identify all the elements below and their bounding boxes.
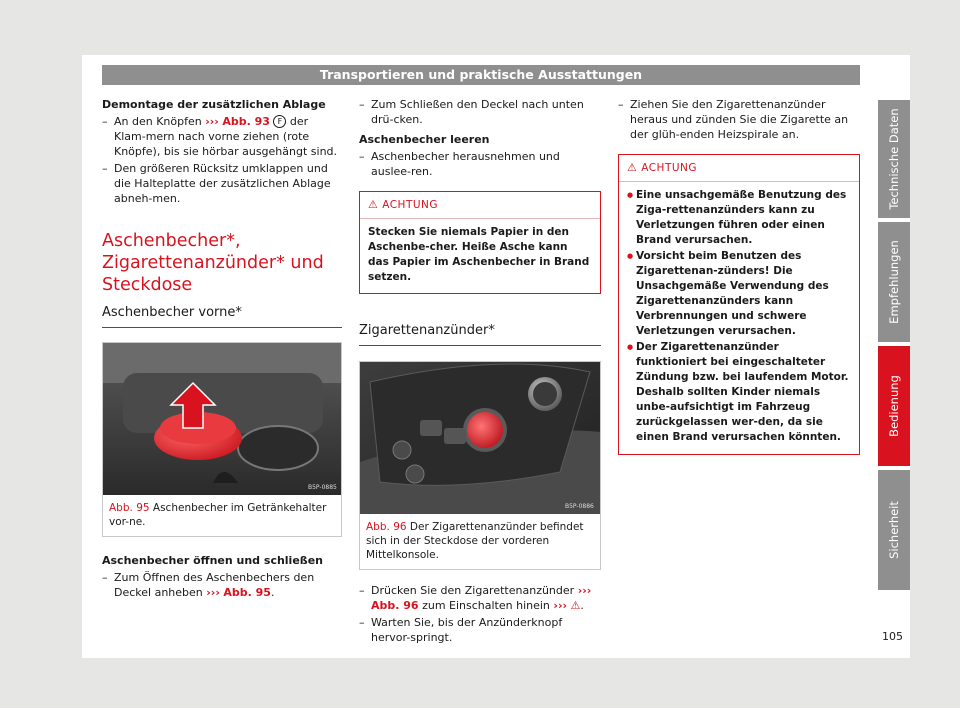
tab-technische-daten[interactable]: Technische Daten bbox=[878, 100, 910, 218]
column-left bbox=[102, 97, 342, 602]
lighter-photo bbox=[360, 362, 600, 514]
figure-label: Abb. 95 bbox=[109, 502, 150, 514]
list-item: – Zum Öffnen des Aschenbechers den Deckel anheben ››› Abb. 95. bbox=[102, 570, 342, 600]
warning-bullet: ● Vorsicht beim Benutzen des Zigarettenan-zünders! Die Unsachgemäße Verwendung des Zigarettenanzünders kann Verbrennungen und schwere Verletzungen verursachen. bbox=[627, 249, 851, 339]
warning-box bbox=[359, 191, 601, 294]
figure-caption: Abb. 95 Aschenbecher im Getränkehalter vor-ne. bbox=[109, 502, 327, 528]
marker-f: F bbox=[273, 115, 286, 128]
section-title: Aschenbecher*, Zigarettenanzünder* und Steckdose bbox=[102, 231, 324, 295]
list-item: – Ziehen Sie den Zigarettenanzünder heraus und zünden Sie die Zigarette an der glüh-enden Heizspirale an. bbox=[618, 97, 860, 142]
sub-title-aschenbecher: Aschenbecher vorne* bbox=[102, 304, 342, 328]
figure-label: Abb. 96 bbox=[366, 521, 407, 533]
list-item: – Warten Sie, bis der Anzünderknopf hervor-springt. bbox=[359, 615, 601, 645]
chapter-header: Transportieren und praktische Ausstattungen bbox=[102, 65, 860, 85]
figure-caption: Abb. 96 Der Zigarettenanzünder befindet sich in der Steckdose der vorderen Mittelkonsole. bbox=[366, 521, 584, 561]
list-item: – Den größeren Rücksitz umklappen und die Halteplatte der zusätzlichen Ablage abneh-men. bbox=[102, 161, 342, 206]
xref-abb-96[interactable]: Abb. 96 bbox=[371, 599, 419, 612]
tab-bedienung[interactable]: Bedienung bbox=[878, 346, 910, 466]
warning-bullet: ● Eine unsachgemäße Benutzung des Ziga-rettenanzünders kann zu Verletzungen führen oder einen Brand verursachen. bbox=[627, 188, 851, 248]
warning-header: ⚠ ACHTUNG bbox=[360, 192, 600, 219]
column-right bbox=[618, 97, 860, 455]
warning-icon: ⚠ bbox=[368, 198, 379, 211]
warning-icon[interactable]: ⚠ bbox=[570, 599, 581, 612]
warning-text bbox=[619, 182, 859, 454]
list-item: – Drücken Sie den Zigarettenanzünder ››› Abb. 96 zum Einschalten hinein ››› ⚠. bbox=[359, 583, 601, 613]
column-middle bbox=[359, 97, 601, 647]
open-close-title: Aschenbecher öffnen und schließen bbox=[102, 554, 323, 567]
warning-box bbox=[618, 154, 860, 455]
figure-code: B5P-0886 bbox=[565, 503, 594, 510]
tab-empfehlungen[interactable]: Empfehlungen bbox=[878, 222, 910, 342]
sub-title-zigarettenanzuender: Zigarettenanzünder* bbox=[359, 322, 601, 346]
figure-95 bbox=[102, 342, 342, 537]
empty-title: Aschenbecher leeren bbox=[359, 133, 490, 146]
lighter-illustration bbox=[360, 362, 600, 514]
xref-arrow: ››› bbox=[577, 584, 592, 597]
xref-arrow: ››› bbox=[206, 586, 220, 599]
figure-code: B5P-0885 bbox=[308, 484, 337, 491]
list-item: – An den Knöpfen ››› Abb. 93 F der Klam-mern nach vorne ziehen (rote Knöpfe), bis sie hörbar ausgehängt sind. bbox=[102, 114, 342, 159]
tab-sicherheit[interactable]: Sicherheit bbox=[878, 470, 910, 590]
demontage-title: Demontage der zusätzlichen Ablage bbox=[102, 98, 326, 111]
xref-abb-93[interactable]: Abb. 93 bbox=[222, 115, 270, 128]
xref-arrow: ››› bbox=[553, 599, 568, 612]
figure-96 bbox=[359, 361, 601, 570]
ashtray-illustration bbox=[103, 343, 341, 495]
warning-text: Stecken Sie niemals Papier in den Aschenbe-cher. Heiße Asche kann das Papier im Aschenbecher in Brand setzen. bbox=[368, 226, 590, 283]
warning-bullet: ● Der Zigarettenanzünder funktioniert bei eingeschalteter Zündung bzw. bei laufendem Motor. Deshalb sollten Kinder niemals unbe-aufsichtigt im Fahrzeug zurückgelassen wer-den, da sie einen Brand verursachen könnten. bbox=[627, 340, 851, 445]
warning-header: ⚠ ACHTUNG bbox=[619, 155, 859, 182]
xref-abb-95[interactable]: Abb. 95 bbox=[223, 586, 271, 599]
warning-icon: ⚠ bbox=[627, 161, 638, 174]
list-item: – Zum Schließen den Deckel nach unten drü-cken. bbox=[359, 97, 601, 127]
ashtray-photo bbox=[103, 343, 341, 495]
list-item: – Aschenbecher herausnehmen und auslee-ren. bbox=[359, 149, 601, 179]
xref-arrow: ››› bbox=[205, 115, 219, 128]
page-number: 105 bbox=[882, 630, 903, 643]
